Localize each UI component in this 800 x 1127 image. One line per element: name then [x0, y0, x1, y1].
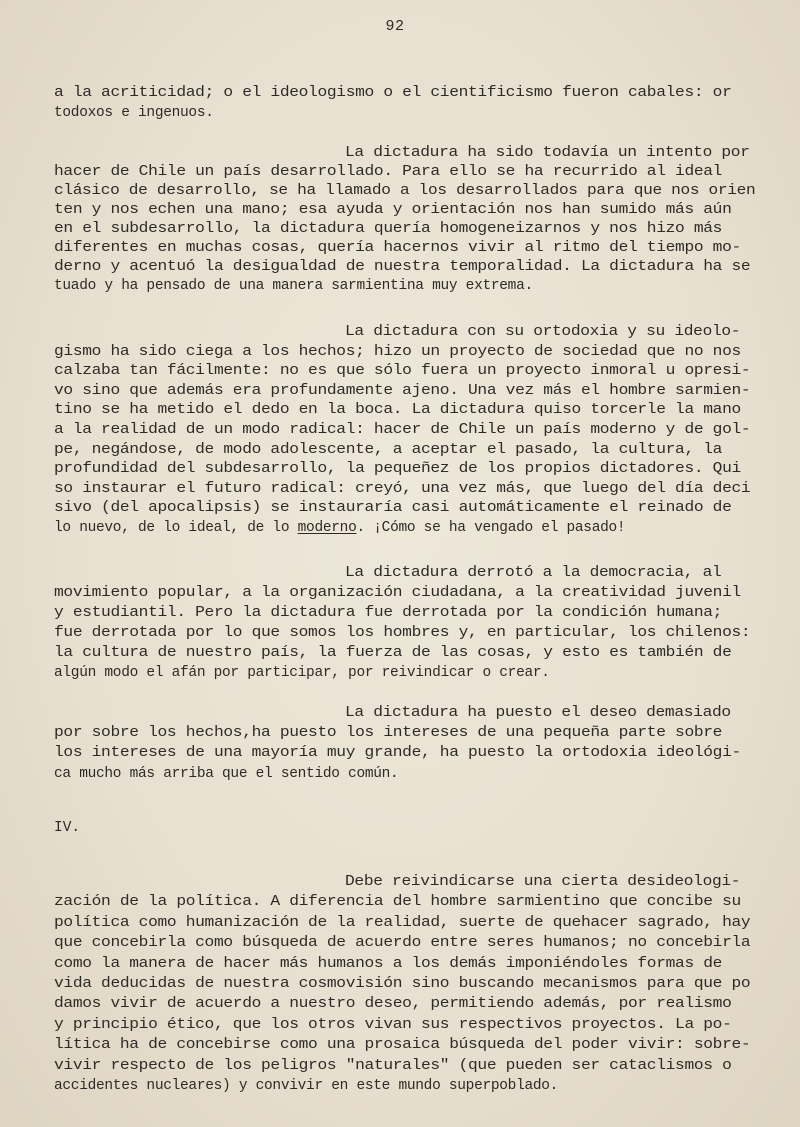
text-line: a la acriticidad; o el ideologismo o el cientificismo fueron cabales: or: [54, 85, 732, 101]
text-line: a la realidad de un modo radical: hacer de Chile un país moderno y de gol-: [54, 422, 751, 438]
text-line: derno y acentuó la desigualdad de nuestra temporalidad. La dictadura ha se: [54, 259, 751, 275]
text-line: lítica ha de concebirse como una prosaica búsqueda del poder vivir: sobre-: [54, 1037, 751, 1054]
text-line: política como humanización de la realidad, suerte de quehacer sagrado, hay: [54, 914, 751, 931]
text-line: diferentes en muchas cosas, quería hacernos vivir al ritmo del tiempo mo-: [54, 240, 741, 256]
section-heading: IV.: [54, 820, 81, 836]
text-line: gismo ha sido ciega a los hechos; hizo un proyecto de sociedad que no nos: [54, 343, 741, 360]
text-line: la cultura de nuestro país, la fuerza de las cosas, y esto es también de: [54, 645, 732, 661]
text-line: La dictadura ha sido todavía un intento por: [345, 145, 750, 161]
text-line: movimiento popular, a la organización ciudadana, a la creatividad juvenil: [54, 585, 741, 601]
text-line: sivo (del apocalipsis) se instauraría casi automáticamente el reinado de: [54, 500, 732, 517]
text-line: damos vivir de acuerdo a nuestro deseo, permitiendo además, por realismo: [54, 996, 732, 1013]
text-line: zación de la política. A diferencia del hombre sarmientino que concibe su: [54, 894, 741, 911]
text-line: tuado y ha pensado de una manera sarmientina muy extrema.: [54, 278, 533, 294]
text-line: por sobre los hechos,ha puesto los intereses de una pequeña parte sobre: [54, 725, 723, 742]
text-line: hacer de Chile un país desarrollado. Para ello se ha recurrido al ideal: [54, 164, 723, 180]
text-line: La dictadura ha puesto el deseo demasiado: [345, 705, 731, 721]
text-line: La dictadura derrotó a la democracia, al: [345, 565, 722, 581]
text-line: pe, negándose, de modo adolescente, a aceptar el pasado, la cultura, la: [54, 441, 723, 458]
page-number: 92: [385, 18, 405, 35]
text-line: vivir respecto de los peligros "naturales" (que pueden ser cataclismos o: [54, 1057, 732, 1074]
text-line: tino se ha metido el dedo en la boca. La dictadura quiso torcerle la mano: [54, 402, 741, 419]
text-line: calzaba tan fácilmente: no es que sólo fuera un proyecto inmoral u opresi-: [54, 363, 751, 380]
text-line: algún modo el afán por participar, por reivindicar o crear.: [54, 665, 550, 681]
text-line: La dictadura con su ortodoxia y su ideolo-: [345, 324, 741, 340]
text-line: Debe reivindicarse una cierta desideologi-: [345, 874, 741, 890]
text-line: y estudiantil. Pero la dictadura fue derrotada por la condición humana;: [54, 605, 723, 621]
text-line: todoxos e ingenuos.: [54, 104, 214, 121]
text-line: ca mucho más arriba que el sentido común.: [54, 765, 399, 782]
text-line: so instaurar el futuro radical: creyó, una vez más, que luego del día deci: [54, 480, 751, 497]
text-line: vo sino que además era profundamente ajeno. Una vez más el hombre sarmien-: [54, 382, 751, 399]
text-line: vida deducidas de nuestra cosmovisión sino buscando mecanismos para que po: [54, 976, 751, 992]
text-line: los intereses de una mayoría muy grande, ha puesto la ortodoxia ideológi-: [54, 745, 741, 762]
text-line: como la manera de hacer más humanos a los demás imponiéndoles formas de: [54, 955, 723, 972]
text-line: clásico de desarrollo, se ha llamado a los desarrollados para que nos orien: [54, 183, 756, 199]
text-line: que concebirla como búsqueda de acuerdo entre seres humanos; no concebirla: [54, 935, 751, 952]
text-line: en el subdesarrollo, la dictadura quería homogeneizarnos y nos hizo más: [54, 221, 723, 237]
text-line: fue derrotada por lo que somos los hombres y, en particular, los chilenos:: [54, 625, 751, 641]
text-line: profundidad del subdesarrollo, la pequeñez de los propios dictadores. Qui: [54, 461, 741, 478]
text-line: lo nuevo, de lo ideal, de lo moderno. ¡Cómo se ha vengado el pasado!: [54, 520, 626, 536]
text-line: accidentes nucleares) y convivir en este mundo superpoblado.: [54, 1078, 559, 1094]
text-line: y principio ético, que los otros vivan sus respectivos proyectos. La po-: [54, 1016, 732, 1033]
text-line: ten y nos echen una mano; esa ayuda y orientación nos han sumido más aún: [54, 202, 732, 218]
